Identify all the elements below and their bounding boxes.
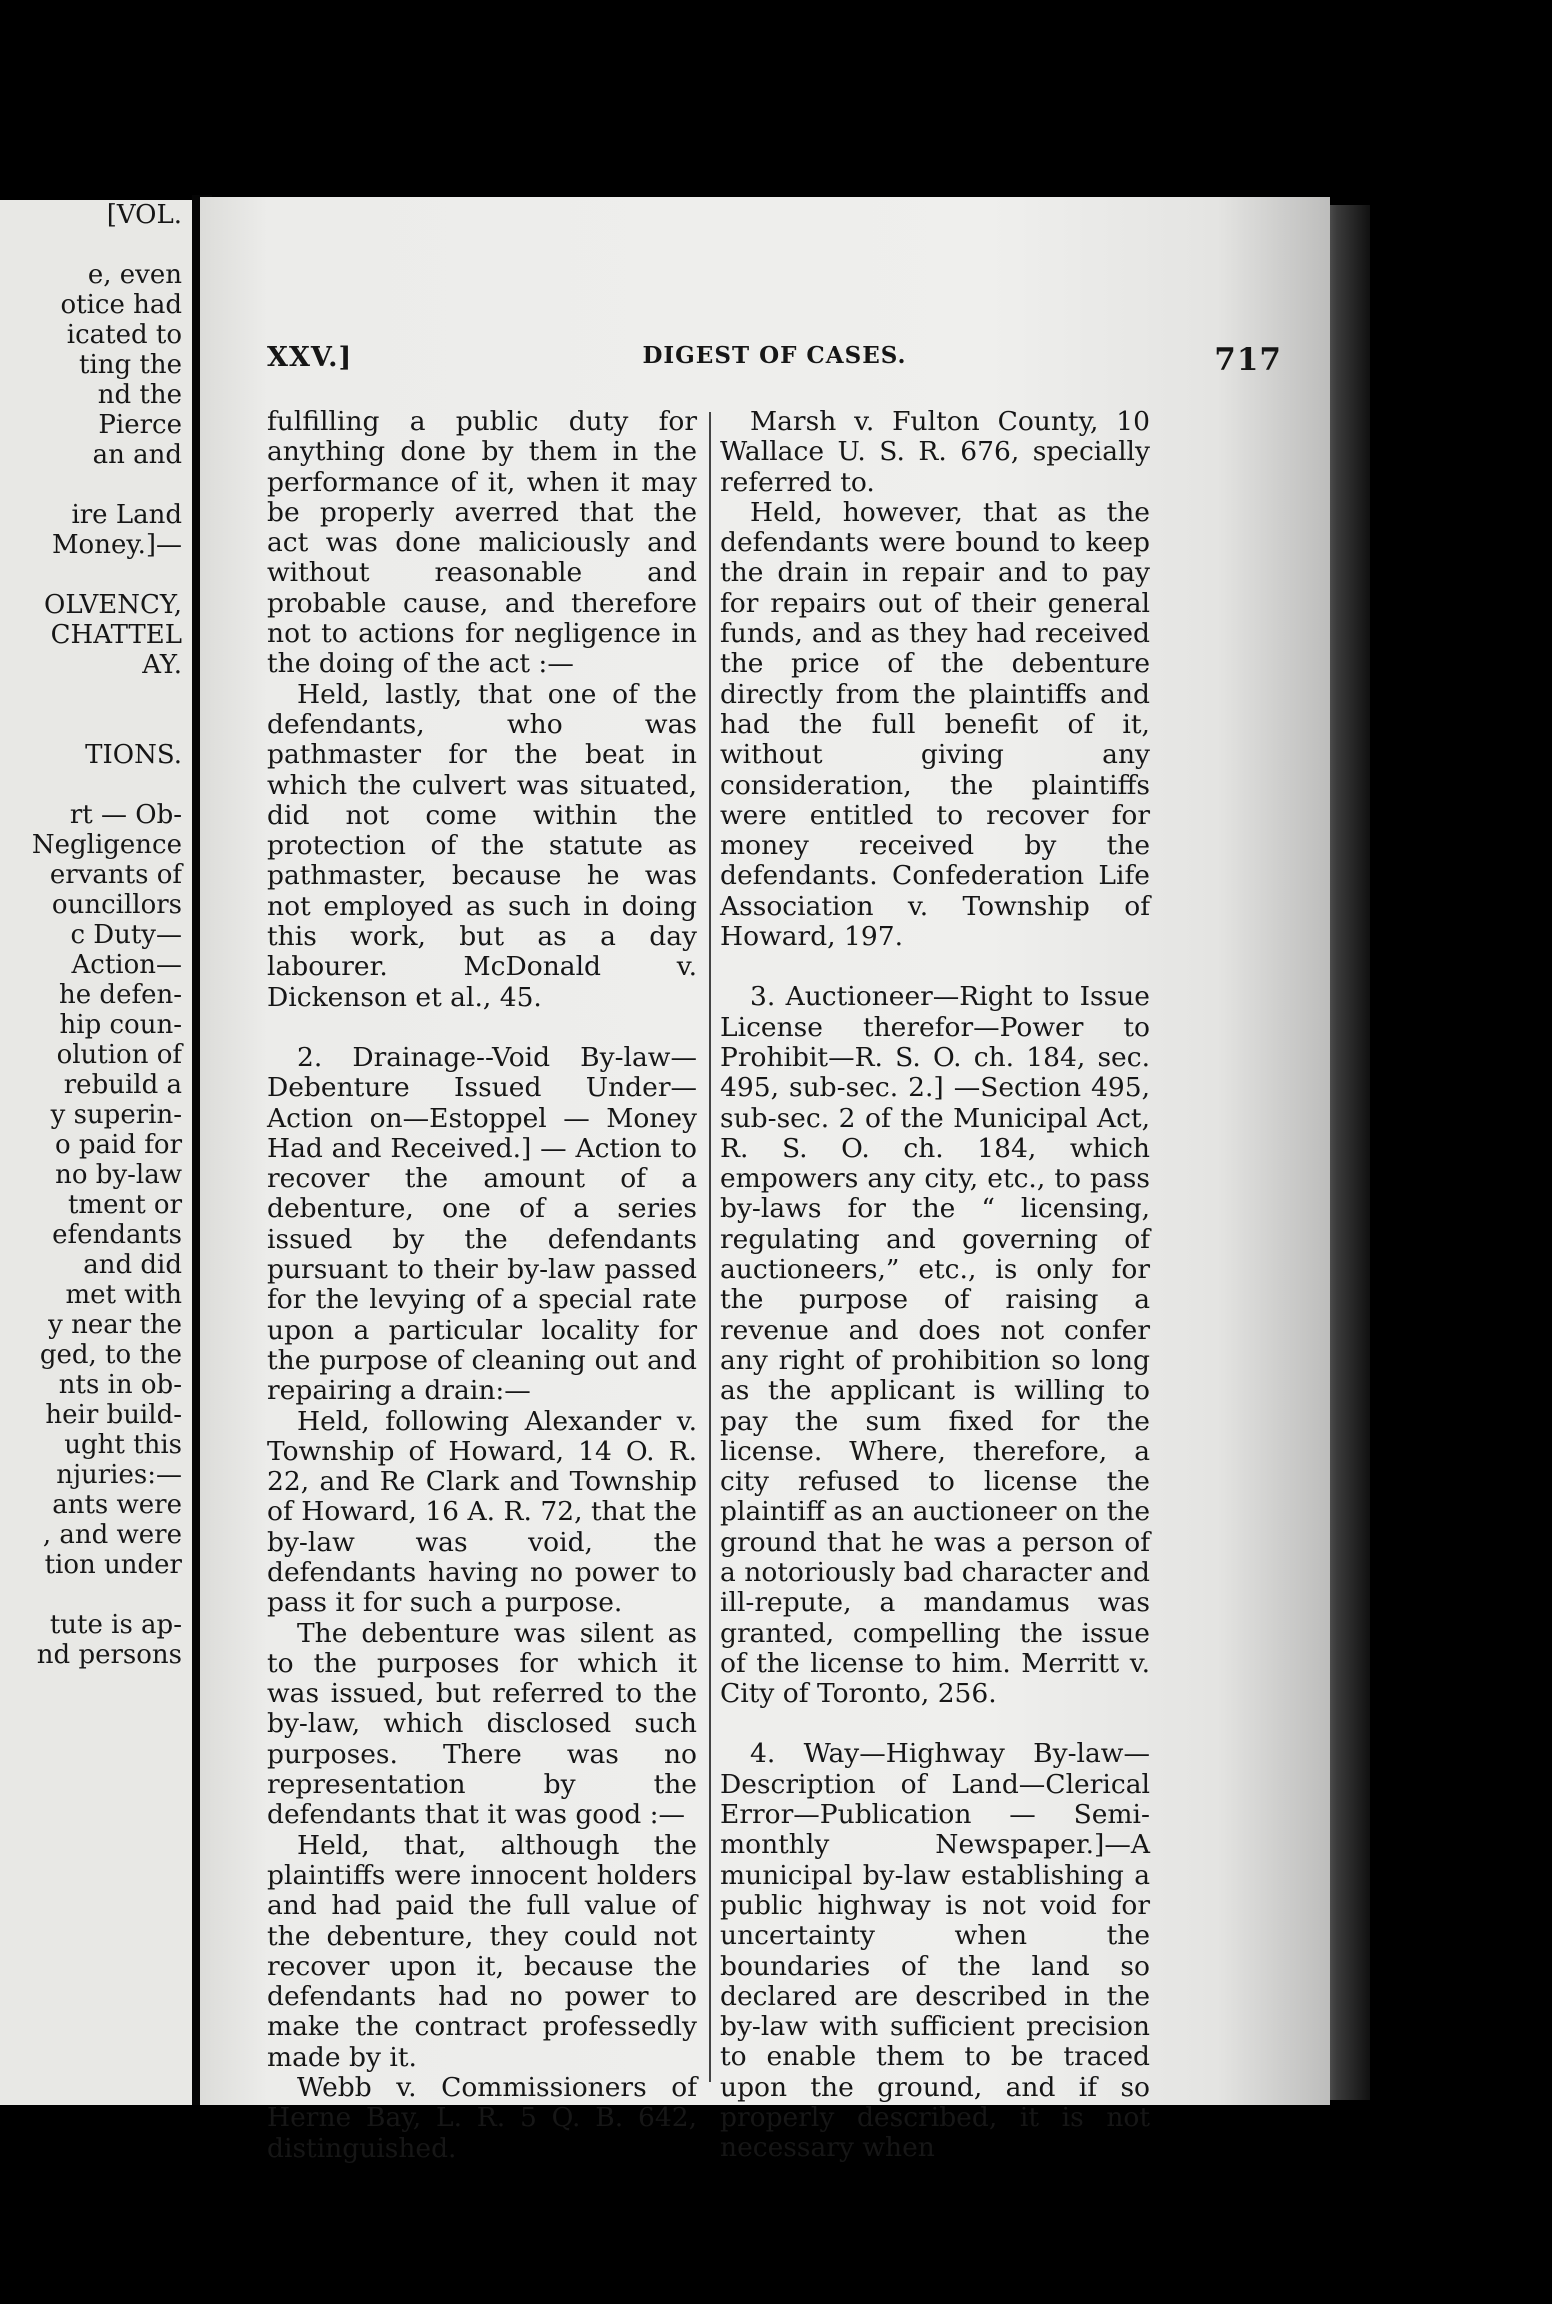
facing-page-line: ged, to the xyxy=(39,1340,182,1370)
facing-page-line: met with xyxy=(65,1280,182,1310)
digest-page xyxy=(200,197,1330,2164)
facing-page-line xyxy=(0,770,182,800)
facing-page-line: , and were xyxy=(42,1520,182,1550)
facing-page-line: ants were xyxy=(52,1490,182,1520)
facing-page-line: no by-law xyxy=(55,1160,182,1190)
facing-page-line: y near the xyxy=(48,1310,182,1340)
facing-page-line: hip coun- xyxy=(59,1010,182,1040)
facing-page-line: tute is ap- xyxy=(49,1610,182,1640)
facing-page-line: rebuild a xyxy=(63,1070,182,1100)
facing-page-line: otice had xyxy=(60,290,182,320)
facing-page-line: e, even xyxy=(87,260,182,290)
left-text-column xyxy=(267,407,697,2164)
facing-page-line: heir build- xyxy=(45,1400,182,1430)
digest-paragraph: Held, that, although the plaintiffs were innocent holders and had paid the full value of the debenture, they could not recover upon it, because the defendants had no power to make the contract professedly made by it. xyxy=(267,1829,697,2073)
facing-page-line: an and xyxy=(92,440,182,470)
facing-page-line xyxy=(0,470,182,500)
facing-page-line: o paid for xyxy=(55,1130,182,1160)
facing-page-line: ting the xyxy=(79,350,182,380)
facing-page-line: TIONS. xyxy=(85,740,182,770)
digest-paragraph: 4. Way—Highway By-law—Description of Land—Clerical Error—Publication — Semi-monthly Newspaper.]—A municipal by-law establishing a public highway is not void for uncertainty when the boundaries of the land so declared are described in the by-law with sufficient precision to enable them to be traced upon the ground, and if so properly described, it is not necessary when xyxy=(720,1738,1150,2164)
facing-page-line xyxy=(0,1580,182,1610)
digest-paragraph: Marsh v. Fulton County, 10 Wallace U. S. R. 676, specially referred to. xyxy=(720,406,1150,498)
digest-paragraph: 3. Auctioneer—Right to Issue License therefor—Power to Prohibit—R. S. O. ch. 184, sec. 495, sub-sec. 2.] —Section 495, sub-sec. 2 of the Municipal Act, R. S. O. ch. 184, which empowers any city, etc., to pass by-laws for the “ licensing, regulating and governing of auctioneers,” etc., is only for the purpose of raising a revenue and does not confer any right of prohibition so long as the applicant is willing to pay the sum fixed for the license. Where, therefore, a city refused to license the plaintiff as an auctioneer on the ground that he was a person of a notoriously bad character and ill-repute, a mandamus was granted, compelling the issue of the license to him. Merritt v. City of Toronto, 256. xyxy=(720,981,1150,1710)
facing-page-line: ught this xyxy=(64,1430,182,1460)
facing-page-fragment xyxy=(0,200,192,2105)
facing-page-line: and did xyxy=(83,1250,182,1280)
facing-page-text xyxy=(0,200,182,1670)
facing-page-line: CHATTEL xyxy=(50,620,182,650)
facing-page-line xyxy=(0,680,182,710)
facing-page-line: Negligence xyxy=(31,830,182,860)
facing-page-line: AY. xyxy=(142,650,182,680)
facing-page-line: ire Land xyxy=(71,500,182,530)
facing-page-line: tment or xyxy=(67,1190,182,1220)
facing-page-line: OLVENCY, xyxy=(44,590,182,620)
facing-page-line: nd persons xyxy=(36,1640,182,1670)
facing-page-line xyxy=(0,560,182,590)
facing-page-line xyxy=(0,710,182,740)
digest-paragraph: Webb v. Commissioners of Herne Bay, L. R. 5 Q. B. 642, distinguished. xyxy=(267,2072,697,2164)
digest-paragraph: The debenture was silent as to the purposes for which it was issued, but referred to the by-law, which disclosed such purposes. There was no representation by the defendants that it was good :— xyxy=(267,1617,697,1831)
facing-page-line: [VOL. xyxy=(106,200,182,230)
column-divider xyxy=(709,412,711,2082)
volume-label: XXV.] xyxy=(267,342,353,373)
digest-paragraph: Held, following Alexander v. Township of Howard, 14 O. R. 22, and Re Clark and Township of Howard, 16 A. R. 72, that the by-law was void, the defendants having no power to pass it for such a purpose. xyxy=(267,1405,697,1619)
facing-page-line: olution of xyxy=(56,1040,182,1070)
facing-page-line: icated to xyxy=(66,320,182,350)
page-title: DIGEST OF CASES. xyxy=(642,342,907,369)
facing-page-line: Money.]— xyxy=(51,530,182,560)
running-head xyxy=(267,342,1282,382)
digest-paragraph: Held, lastly, that one of the defendants, who was pathmaster for the beat in which the culvert was situated, did not come within the protection of the statute as pathmaster, because he was not employed as such in doing this work, but as a day labourer. McDonald v. Dickenson et al., 45. xyxy=(267,678,697,1013)
digest-paragraph: 2. Drainage--Void By-law—Debenture Issued Under—Action on—Estoppel — Money Had and Received.] — Action to recover the amount of a debenture, one of a series issued by the defendants pursuant to their by-law passed for the levying of a special rate upon a particular locality for the purpose of cleaning out and repairing a drain:— xyxy=(267,1041,697,1407)
facing-page-line: rt — Ob- xyxy=(69,800,182,830)
digest-paragraph: Held, however, that as the defendants were bound to keep the drain in repair and to pay for repairs out of their general funds, and as they had received the price of the debenture directly from the plaintiffs and had the full benefit of it, without giving any consideration, the plaintiffs were entitled to recover for money received by the defendants. Confederation Life Association v. Township of Howard, 197. xyxy=(720,496,1150,953)
facing-page-line: c Duty— xyxy=(70,920,182,950)
facing-page-line xyxy=(0,230,182,260)
facing-page-line: njuries:— xyxy=(56,1460,182,1490)
facing-page-line: efendants xyxy=(52,1220,182,1250)
facing-page-line: y superin- xyxy=(50,1100,182,1130)
facing-page-line: nd the xyxy=(97,380,182,410)
facing-page-line: ouncillors xyxy=(51,890,182,920)
facing-page-line: Pierce xyxy=(98,410,182,440)
facing-page-line: Action— xyxy=(71,950,182,980)
facing-page-line: he defen- xyxy=(59,980,182,1010)
page-number: 717 xyxy=(1214,342,1282,378)
right-text-column xyxy=(720,407,1150,2164)
facing-page-line: ervants of xyxy=(49,860,182,890)
facing-page-line: tion under xyxy=(44,1550,182,1580)
digest-paragraph: fulfilling a public duty for anything done by them in the performance of it, when it may be properly averred that the act was done maliciously and without reasonable and probable cause, and therefore not to actions for negligence in the doing of the act :— xyxy=(267,406,697,680)
facing-page-line: nts in ob- xyxy=(58,1370,182,1400)
